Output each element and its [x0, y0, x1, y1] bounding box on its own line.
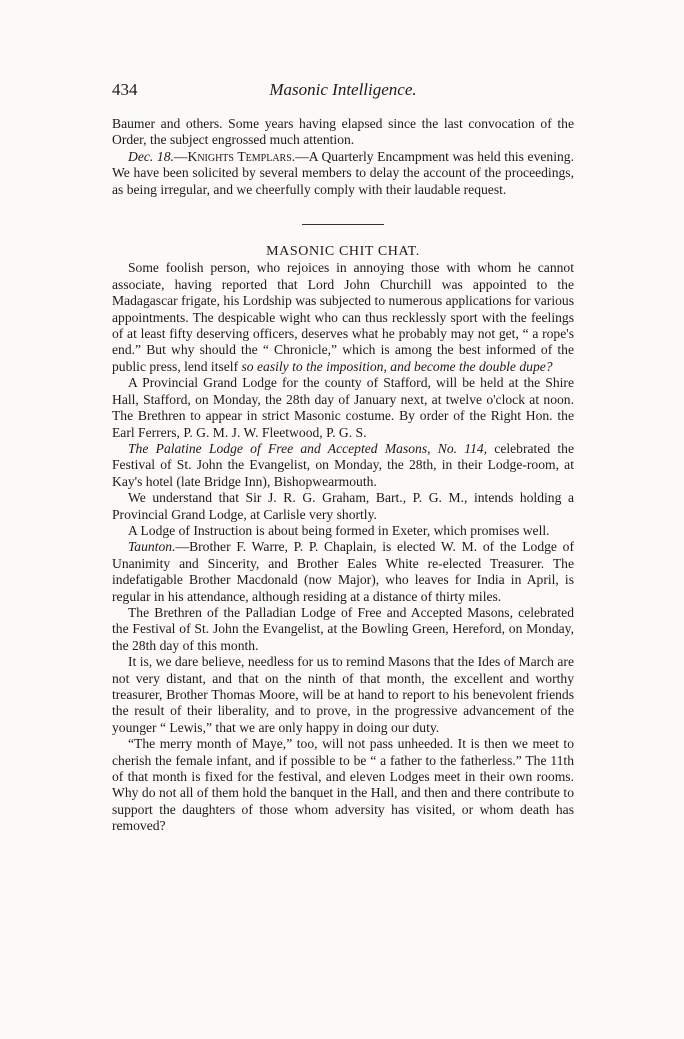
- paragraph-text: —A Quarterly Encampment was held this evening. We have been solicited by several members to delay the account of the proceedings, as being irregular, and we cheerfully comply with their laudable request.: [112, 148, 574, 197]
- paragraph-stafford: A Provincial Grand Lodge for the county of Stafford, will be held at the Shire Hall, Stafford, on Monday, the 28th day of January next, at twelve o'clock at noon. The Brethren to appear in strict Masonic costume. By order of the Right Hon. the Earl Ferrers, P. G. M. J. W. Fleetwood, P. G. S.: [112, 375, 574, 440]
- section-divider: [302, 224, 384, 225]
- paragraph-taunton: [112, 539, 574, 605]
- paragraph-foolish-person: [112, 260, 574, 375]
- section-heading-knights-templars: Knights Templars.: [187, 148, 296, 164]
- paragraph-italic-text: so easily to the imposition, and become the double dupe?: [241, 358, 553, 374]
- page-header: [112, 80, 574, 102]
- paragraph-knights-templars: [112, 149, 574, 198]
- section-title: MASONIC CHIT CHAT.: [266, 244, 420, 260]
- paragraph-carlisle: We understand that Sir J. R. G. Graham, Bart., P. G. M., intends holding a Provincial Grand Lodge, at Carlisle very shortly.: [112, 490, 574, 522]
- paragraph-exeter: A Lodge of Instruction is about being formed in Exeter, which promises well.: [128, 522, 550, 538]
- place-name: Taunton.: [128, 539, 176, 555]
- text-column: [112, 116, 574, 835]
- lodge-name: The Palatine Lodge of Free and Accepted Masons, No. 114,: [128, 440, 488, 456]
- paragraph-month-of-maye: “The merry month of Maye,” too, will not pass unheeded. It is then we meet to cherish the female infant, and if possible to be “ a father to the fatherless.” The 11th of that month is fixed for the festival, and eleven Lodges meet in their own rooms. Why do not all of them hold the banquet in the Hall, and then and there contribute to support the daughters of those whom adversity has visited, or whom death has removed?: [112, 736, 574, 834]
- paragraph-palatine-lodge: [112, 441, 574, 490]
- paragraph-text: —Brother F. Warre, P. P. Chaplain, is elected W. M. of the Lodge of Unanimity and Sincerity, and Brother Eales White re-elected Treasurer. The indefatigable Brother Macdonald (now Major), who leaves for India in April, is regular in his attendance, although residing at a distance of thirty miles.: [112, 539, 574, 604]
- paragraph-continuation: Baumer and others. Some years having elapsed since the last convocation of the Order, the subject engrossed much attention.: [112, 116, 574, 148]
- paragraph-text: Some foolish person, who rejoices in annoying those with whom he cannot associate, having reported that Lord John Churchill was appointed to the Madagascar frigate, his Lordship was subjected to numerous applications for various appointments. The despicable wight who can thus recklessly sport with the feelings of at least fifty deserving officers, deserves what he probably may not get, “ a rope's end.” But why should the “ Chronicle,” which is among the best informed of the public press, lend itself: [112, 260, 574, 374]
- paragraph-ides-of-march: It is, we dare believe, needless for us to remind Masons that the Ides of March are not very distant, and that on the ninth of that month, the excellent and worthy treasurer, Brother Thomas Moore, will be at hand to report to his benevolent friends the result of their liberality, and to prove, in the progressive advancement of the younger “ Lewis,” that we are only happy in doing our duty.: [112, 654, 574, 735]
- page-number: 434: [112, 80, 138, 99]
- paragraph-palladian-lodge: The Brethren of the Palladian Lodge of Free and Accepted Masons, celebrated the Festival of St. John the Evangelist, at the Bowling Green, Hereford, on Monday, the 28th day of this month.: [112, 604, 574, 653]
- paragraph-text: celebrated the Festival of St. John the Evangelist, on Monday, the 28th, in their Lodge-room, at Kay's hotel (late Bridge Inn), Bishopwearmouth.: [112, 440, 575, 489]
- date-label: Dec. 18.: [128, 148, 174, 164]
- dash: —: [173, 148, 188, 164]
- running-head: Masonic Intelligence.: [269, 80, 417, 99]
